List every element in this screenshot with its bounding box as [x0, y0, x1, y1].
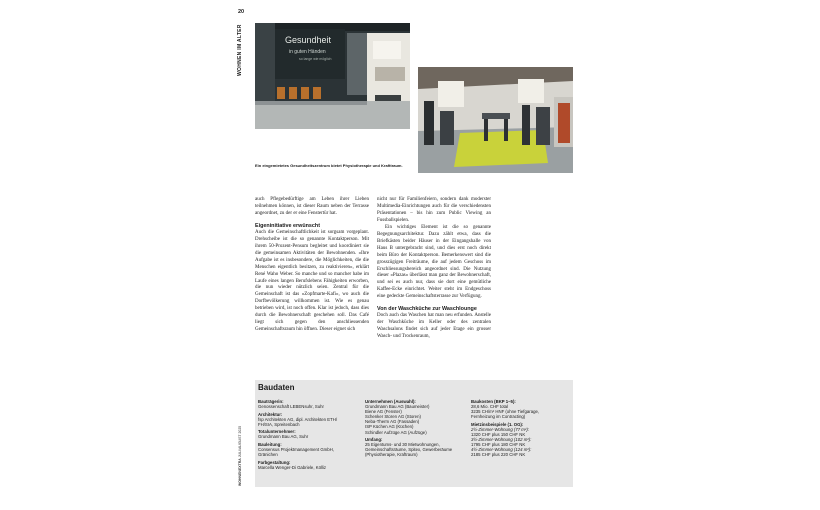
- baudaten-label: Architektur:: [258, 411, 283, 417]
- baudaten-label: Baukosten (BKP 1–5):: [471, 399, 516, 404]
- baudaten-item: [258, 442, 358, 457]
- article-paragraph: Doch auch das Waschen hat man neu erfunden. Anstelle der Waschküche im Keller oder des zentralen Waschsalons findet sich auf jeder Etage ein grosser Wasch- und Trockenraum,: [377, 313, 491, 340]
- rent-type: 4½-Zimmer-Wohnung (124 m²):: [471, 447, 532, 453]
- baudaten-value: 28,6 Mio. CHF total 3235 CH/m² HNF (ohne Tiefgarage, Fernheizung im Contracting): [471, 404, 540, 420]
- rent-type: 3½-Zimmer-Wohnung (102 m²):: [471, 437, 532, 443]
- baudaten-value: 25 Eigentums- und 30 Mietwohnungen, Gemeinschaftsräume, Spitex, Gewerberäume (Physiotherapie, Kraftraum): [365, 442, 453, 458]
- baudaten-item: [365, 437, 465, 457]
- baudaten-value: fsp Architekten AG, dipl. Architekten ETH/ FH/SIA, Spreitenbach: [258, 416, 338, 427]
- wall-text-1: Gesundheit: [285, 35, 332, 45]
- wall-text-3: so lange wie möglich: [299, 57, 332, 61]
- baudaten-item: [258, 429, 358, 439]
- baudaten-item: [471, 422, 571, 458]
- baudaten-value: Grundmann Bau AG (Baumeister) Biene AG (Fenster) Schenker Storen AG (Storen) Neba-Therm AG (Fassaden) ISP Küchen AG (Küchen) Schindler Aufzüge AG (Aufzüge): [365, 404, 430, 435]
- baudaten-value: Consensus Projektmanagement GmbH, Gränichen: [258, 446, 334, 458]
- rent-price: 2185 CHF plus 220 CHF NK: [471, 452, 526, 458]
- health-center-illustration: [255, 23, 410, 129]
- photo-caption: Ein eingemietetes Gesundheitszentrum bietet Physiotherapie und Krafttraum.: [255, 163, 403, 168]
- baudaten-item: [471, 399, 571, 419]
- health-center-photo: [255, 23, 410, 129]
- baudaten-label: Umfang:: [365, 437, 383, 443]
- baudaten-label: Totalunternehmer:: [258, 429, 296, 435]
- gym-illustration: [418, 67, 573, 173]
- baudaten-column-2: [365, 399, 465, 460]
- baudaten-label: Bauleitung:: [258, 441, 282, 447]
- baudaten-title: Baudaten: [258, 383, 295, 392]
- baudaten-value: Genossenschaft LEBENsuhr, Suhr: [258, 404, 324, 410]
- rent-price: 1320 CHF plus 150 CHF NK: [471, 431, 526, 437]
- baudaten-item: [258, 399, 358, 409]
- article-paragraph: nicht nur für Familienfeiern, sondern dank moderster Multimedia-Einrichtungen auch für die verschiedensten Präsentationen – bis hin zum Public Viewing an Fussballspielen.: [377, 197, 491, 223]
- baudaten-item: [258, 460, 358, 470]
- baudaten-item: [365, 399, 465, 435]
- baudaten-box: [255, 380, 573, 487]
- rent-type: 2½-Zimmer-Wohnung (77 m²):: [471, 426, 529, 432]
- article-subheading: Eigeninitiative erwünscht: [255, 222, 321, 229]
- page-number: 20: [238, 9, 245, 15]
- article-column-right: [377, 197, 491, 341]
- footer-magazine: WOHNENEXTRA: [238, 458, 242, 486]
- baudaten-label: Mietzinsbeispiele (1. OG):: [471, 421, 524, 427]
- article-paragraph: auch Pflegebedürftige am Leben ihrer Lieben teilnehmen können, ist dieser Raum neben der Terrasse angeordnet, zu der er eine Fenstertür hat.: [255, 197, 369, 216]
- article-paragraph: Ein wichtiges Element ist die so genannte Begegnungsarchitektur. Dazu zählt etwa, dass die Briefkästen beider Häuser in der Eingangshalle von Haus B untergebracht sind, und dies erst noch direkt beim Büro der Kontaktperson. Bemerkenswert sind die grosszügigen Freiträume, die auf jedem Geschoss im Erschliessungsbereich angeordnet sind. Die Nutzung dieser «Plazas» überlässt man ganz der Bewohnerschaft, und sei es auch nur, dass sie dort eine gemütliche Kaffee-Ecke einrichtet. Weiter steht im Endgeschoss eine gedeckte Gemeinschaftsterrasse zur Verfügung.: [377, 224, 491, 300]
- baudaten-label: Unternehmen (Auswahl):: [365, 399, 416, 404]
- article-column-left: [255, 197, 369, 334]
- article-paragraph: Auch die Gemeinschaftlichkeit ist sorgsam vorgeplant. Drehscheibe ist die so genannte Kontaktperson. Mit ihrem 50-Prozent-Pensum begleitet und koordiniert sie die gemeinsamen Aktivitäten der Bewohnenden. «Ihre Aufgabe ist es insbesondere, die Möglichkeiten, die die Menschen eigentlich besitzen, zu reaktivieren», erklärt René Waho Weber. So manche und so mancher habe im Laufe eines langen Berufslebens Fähigkeiten erworben, die nun wieder nützlich seien. Zentral für die Gemeinschaft ist das «Zopfmarte-Kafi», wo auch die Dorfbevölkerung willkommen ist. Wie es genau betrieben wird, ist noch offen. Klar ist jedoch, dass dies durch die Bewohnerschaft geschehen soll. Das Café liegt sich gegen den anschliessenden Gemeinschaftsraum hin öffnen. Dieser eignet sich: [255, 229, 369, 333]
- baudaten-label: Farbgestaltung:: [258, 459, 291, 465]
- wall-text-2: in guten Händen: [289, 49, 326, 55]
- baudaten-column-1: [258, 399, 358, 472]
- article-subheading: Von der Waschküche zur Waschlounge: [377, 306, 477, 313]
- baudaten-label: Bauträgerin:: [258, 399, 284, 404]
- baudaten-item: [258, 412, 358, 427]
- section-label: WOHNEN IM ALTER: [237, 24, 243, 76]
- gym-photo: [418, 67, 573, 173]
- rent-price: 1795 CHF plus 180 CHF NK: [471, 442, 526, 448]
- baudaten-column-3: [471, 399, 571, 460]
- baudaten-value: Grundmann Bau AG, Suhr: [258, 434, 309, 440]
- footer-date: JULI/AUGUST 2025: [238, 425, 242, 458]
- footer-label: [238, 420, 245, 486]
- baudaten-value: Marcella Wenger-Di Gabriele, Kölliz: [258, 464, 326, 470]
